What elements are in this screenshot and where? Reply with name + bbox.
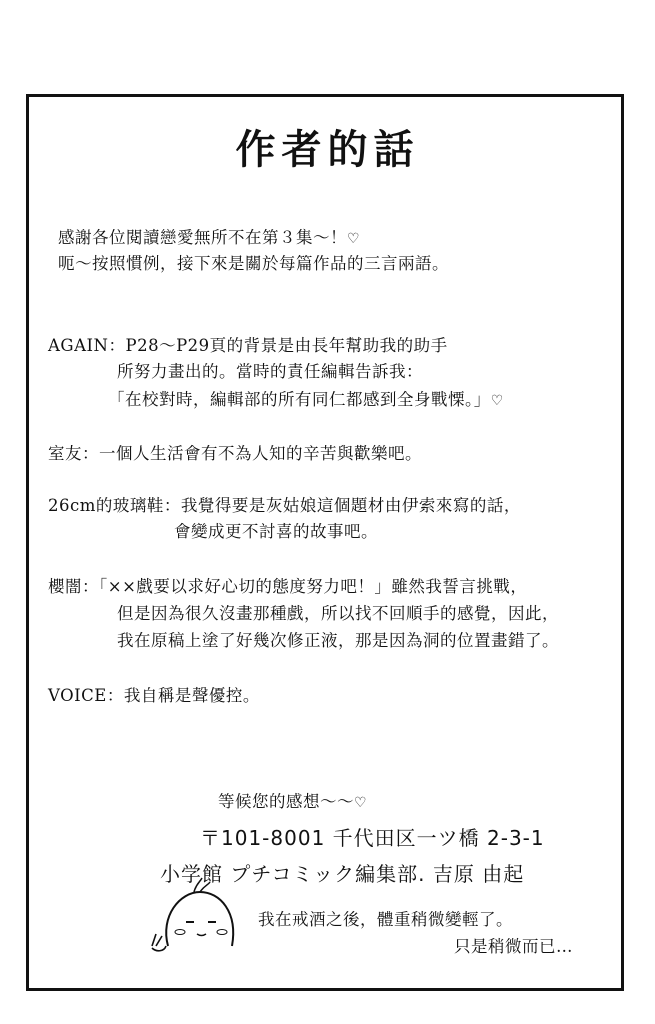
sakura-line-2: 但是因為很久沒畫那種戲，所以找不回順手的感覺，因此， bbox=[117, 604, 559, 623]
shoes-line-2: 會變成更不討喜的故事吧。 bbox=[174, 522, 378, 541]
sakura-line-1: 櫻闇：「××戲要以求好心切的態度努力吧！」雖然我誓言挑戰， bbox=[48, 577, 528, 596]
shoes-line-1: 26cm的玻璃鞋：我覺得要是灰姑娘這個題材由伊索來寫的話， bbox=[48, 496, 521, 515]
note-line-2: 只是稍微而已… bbox=[454, 937, 573, 956]
intro-line-1: 感謝各位閱讀戀愛無所不在第３集～！♡ bbox=[58, 228, 361, 247]
note-line-1: 我在戒酒之後，體重稍微變輕了。 bbox=[258, 910, 513, 929]
roommate-line: 室友：一個人生活會有不為人知的辛苦與歡樂吧。 bbox=[48, 444, 422, 463]
page-title: 作者的話 bbox=[235, 127, 420, 173]
heart-icon: ♡ bbox=[347, 231, 361, 247]
intro-line-2: 呃～按照慣例，接下來是關於每篇作品的三言兩語。 bbox=[58, 254, 449, 273]
address-line-1: 〒101-8001 千代田区一ツ橋 2-3-1 bbox=[200, 826, 545, 850]
voice-line: VOICE：我自稱是聲優控。 bbox=[48, 686, 260, 705]
address-line-2: 小学館 プチコミック編集部. 吉原 由起 bbox=[160, 862, 525, 886]
heart-icon: ♡ bbox=[354, 795, 368, 811]
heart-icon: ♡ bbox=[490, 393, 504, 409]
again-line-2: 所努力畫出的。當時的責任編輯告訴我： bbox=[117, 362, 423, 381]
sakura-line-3: 我在原稿上塗了好幾次修正液，那是因為洞的位置畫錯了。 bbox=[117, 631, 559, 650]
again-line-3: 「在校對時，編輯部的所有同仁都感到全身戰慄。」♡ bbox=[108, 390, 504, 409]
await-line: 等候您的感想～～♡ bbox=[218, 792, 368, 811]
again-line-1: AGAIN：P28～P29頁的背景是由長年幫助我的助手 bbox=[48, 336, 448, 355]
author-character-drawing bbox=[150, 876, 250, 961]
